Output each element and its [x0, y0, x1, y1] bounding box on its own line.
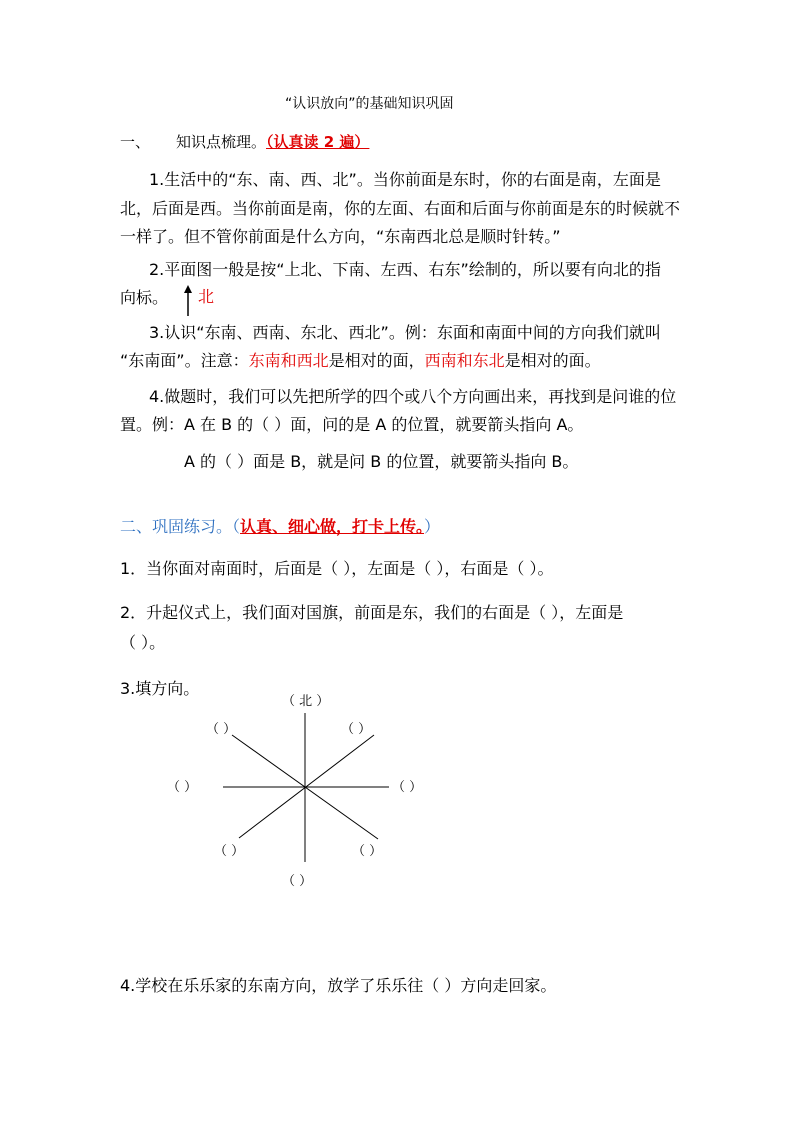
compass-southwest-blank[interactable]: （ ） — [214, 844, 245, 859]
compass-northeast-blank[interactable]: （ ） — [341, 722, 372, 737]
section-2-title: 二、巩固练习。（ — [120, 517, 241, 536]
section-1-emphasis: （认真读 2 遍） — [266, 133, 370, 151]
compass-east-blank[interactable]: （ ） — [392, 780, 423, 795]
paragraph-1-line-2: 北，后面是西。当你前面是南，你的左面、右面和后面与你前面是东的时候就不 — [120, 199, 681, 218]
section-2-emphasis: 认真、细心做，打卡上传。 — [240, 517, 425, 536]
question-2-line-2: （ ）。 — [120, 633, 166, 652]
paragraph-3-line-1: 3.认识“东南、西南、东北、西北”。例：东面和南面中间的方向我们就叫 — [149, 323, 661, 342]
p3-highlight-2: 西南和东北 — [424, 351, 505, 370]
paragraph-4-line-1: 4.做题时，我们可以先把所学的四个或八个方向画出来，再找到是问谁的位 — [149, 387, 677, 406]
p3-text-c: 是相对的面， — [328, 351, 425, 370]
paragraph-4-line-3: A 的（ ）面是 B，就是问 B 的位置，就要箭头指向 B。 — [184, 452, 579, 471]
question-3-label: 3.填方向。 — [120, 679, 200, 698]
p3-text-e: 是相对的面。 — [504, 351, 601, 370]
paragraph-1-line-1: 1.生活中的“东、南、西、北”。当你前面是东时，你的右面是南，左面是 — [149, 170, 661, 189]
paragraph-2-line-1: 2.平面图一般是按“上北、下南、左西、右东”绘制的，所以要有向北的指 — [149, 260, 661, 279]
paragraph-4-line-2: 置。例：A 在 B 的（ ）面，问的是 A 的位置，就要箭头指向 A。 — [120, 415, 584, 434]
p3-highlight-1: 东南和西北 — [248, 351, 329, 370]
question-2-line-1: 2．升起仪式上，我们面对国旗，前面是东，我们的右面是（ ），左面是 — [120, 603, 624, 622]
p3-text-a: “东南面”。注意： — [120, 351, 249, 370]
compass-north-blank[interactable]: （ 北 ） — [282, 694, 330, 709]
north-label: 北 — [198, 287, 215, 306]
question-1: 1．当你面对南面时，后面是（ ），左面是（ ），右面是（ ）。 — [120, 559, 554, 578]
compass-west-blank[interactable]: （ ） — [167, 780, 198, 795]
question-4: 4.学校在乐乐家的东南方向，放学了乐乐往（ ）方向走回家。 — [120, 976, 557, 995]
compass-northwest-blank[interactable]: （ ） — [206, 722, 237, 737]
paragraph-2-line-2: 向标。 — [120, 288, 169, 307]
paragraph-1-line-3: 一样了。但不管你前面是什么方向，“东南西北总是顺时针转。” — [120, 227, 561, 246]
section-1-number: 一、 — [120, 133, 151, 151]
compass-southeast-blank[interactable]: （ ） — [352, 844, 383, 859]
section-2-close: ） — [424, 517, 441, 536]
page-title: “认识放向”的基础知识巩固 — [285, 96, 454, 112]
compass-south-blank[interactable]: （ ） — [282, 874, 313, 889]
section-1-title: 知识点梳理。 — [176, 133, 267, 151]
